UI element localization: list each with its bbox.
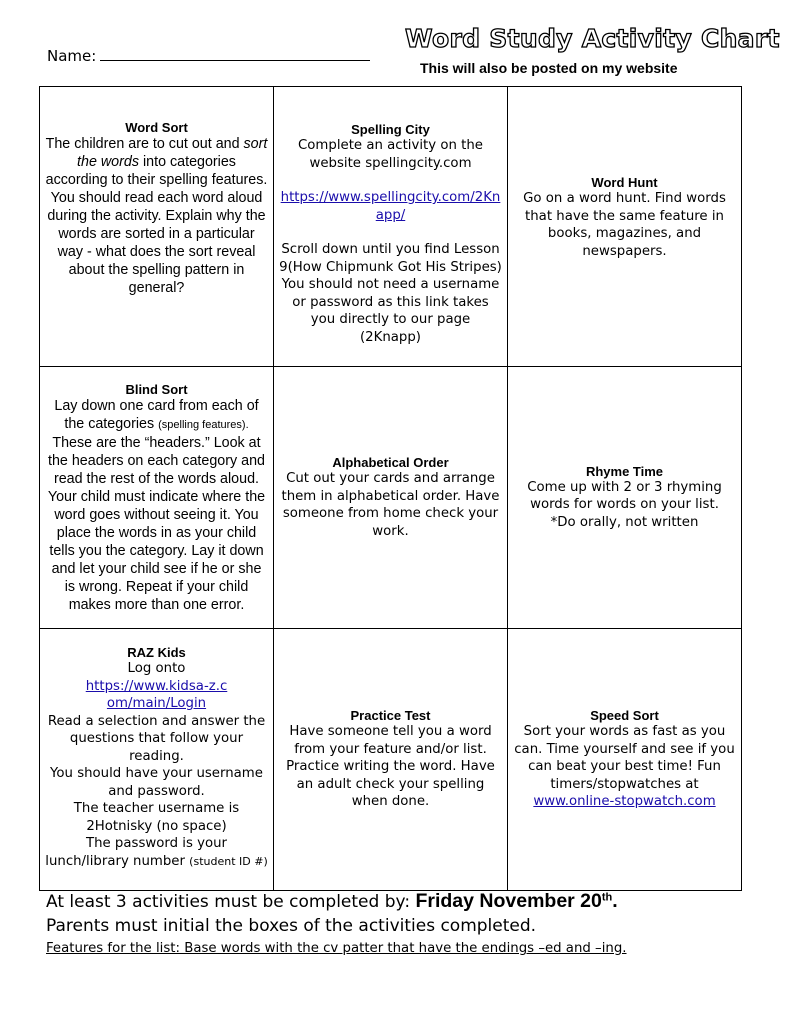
page-title: Word Study Activity Chart bbox=[405, 24, 780, 53]
cell-title: Blind Sort bbox=[125, 381, 188, 397]
spellingcity-link[interactable]: https://www.spellingcity.com/2Knapp/ bbox=[280, 190, 501, 223]
name-field bbox=[47, 46, 370, 65]
text-small: (spelling features). bbox=[158, 418, 249, 431]
due-date: Friday November 20 bbox=[415, 890, 602, 912]
grid-row bbox=[40, 367, 742, 629]
raz-kids-link[interactable]: https://www.kidsa-z.com/main/Login bbox=[85, 678, 228, 711]
cell-blind-sort bbox=[40, 367, 274, 629]
cell-title: Spelling City bbox=[351, 122, 430, 137]
text-paragraph: Scroll down until you find Lesson 9(How Chipmunk Got His Stripes) bbox=[279, 242, 502, 275]
activity-grid bbox=[39, 86, 742, 891]
parent-initial-line: Parents must initial the boxes of the activities completed. bbox=[46, 916, 537, 936]
text-paragraph: You should not need a username or password as this link takes you directly to our page (2Knapp) bbox=[281, 277, 500, 345]
text-italic: sort the words bbox=[77, 136, 268, 170]
grid-row bbox=[40, 629, 742, 891]
text-paragraph: Complete an activity on the website spellingcity.com bbox=[298, 138, 483, 171]
text-paragraph: *Do orally, not written bbox=[550, 514, 699, 530]
text-paragraph: Log onto bbox=[127, 661, 186, 676]
due-date-line bbox=[46, 890, 766, 913]
cell-title: Practice Test bbox=[350, 708, 431, 724]
cell-title: Speed Sort bbox=[590, 708, 659, 724]
cell-text bbox=[279, 137, 502, 346]
cell-rhyme-time bbox=[508, 367, 742, 629]
cell-title: Word Sort bbox=[125, 120, 188, 135]
text-small: (student ID #) bbox=[189, 854, 268, 868]
cell-text: Go on a word hunt. Find words that have the same feature in books, magazines, and newspapers. bbox=[523, 191, 726, 259]
cell-text: Cut out your cards and arrange them in alphabetical order. Have someone from home check your work. bbox=[281, 471, 500, 539]
text-fragment: These are the “headers.” Look at the headers on each category and read the rest of the words aloud. Your child must indicate where the word goes without seeing it. You place the words in as your child tells you the category. Lay it down and let your child see if he or she is wrong. Repeat if your child makes more than one error. bbox=[47, 434, 266, 613]
page-subtitle: This will also be posted on my website bbox=[420, 60, 678, 76]
text-fragment: The children are to cut out and bbox=[45, 136, 244, 152]
cell-title: RAZ Kids bbox=[127, 645, 186, 660]
cell-text bbox=[513, 479, 736, 532]
cell-practice-test bbox=[274, 629, 508, 891]
text-paragraph: You should have your username and password. bbox=[50, 766, 263, 799]
text-paragraph: Sort your words as fast as you can. Time yourself and see if you can beat your best time! Fun timers/stopwatches at bbox=[514, 724, 735, 792]
cell-text bbox=[45, 135, 268, 297]
text-paragraph: Come up with 2 or 3 rhyming words for words on your list. bbox=[527, 479, 722, 513]
cell-word-sort bbox=[40, 87, 274, 367]
cell-spelling-city bbox=[274, 87, 508, 367]
cell-text bbox=[45, 660, 268, 870]
text-paragraph: Read a selection and answer the questions that follow your reading. bbox=[47, 713, 266, 764]
text-fragment: into categories according to their spelling features. You should read each word aloud during the activity. Explain why the words are sorted in a particular way - what does the sort reveal about the spelling pattern in general? bbox=[45, 154, 268, 296]
cell-speed-sort bbox=[508, 629, 742, 891]
cell-text: Have someone tell you a word from your feature and/or list. Practice writing the word. Have an adult check your spelling when done. bbox=[286, 724, 495, 810]
due-prefix: At least 3 activities must be completed by: bbox=[46, 892, 416, 912]
text-fragment: The password is your lunch/library number bbox=[45, 836, 228, 869]
cell-title: Alphabetical Order bbox=[332, 455, 449, 470]
cell-word-hunt bbox=[508, 87, 742, 367]
cell-title: Word Hunt bbox=[591, 175, 658, 190]
due-date-period: . bbox=[612, 890, 618, 912]
cell-title: Rhyme Time bbox=[585, 463, 664, 479]
stopwatch-link[interactable]: www.online-stopwatch.com bbox=[533, 794, 716, 810]
cell-raz-kids bbox=[40, 629, 274, 891]
due-date-suffix: th bbox=[601, 891, 613, 904]
cell-text bbox=[513, 723, 736, 811]
cell-alphabetical-order bbox=[274, 367, 508, 629]
name-label: Name: bbox=[47, 47, 97, 65]
text-paragraph bbox=[45, 835, 268, 870]
name-blank-line[interactable] bbox=[100, 46, 370, 61]
text-fragment: Lay down one card from each of the categories bbox=[54, 397, 259, 432]
cell-text bbox=[45, 397, 268, 614]
text-paragraph: The teacher username is 2Hotnisky (no space) bbox=[73, 801, 240, 834]
features-line: Features for the list: Base words with the cv patter that have the endings –ed and –ing. bbox=[46, 941, 627, 956]
grid-row bbox=[40, 87, 742, 367]
